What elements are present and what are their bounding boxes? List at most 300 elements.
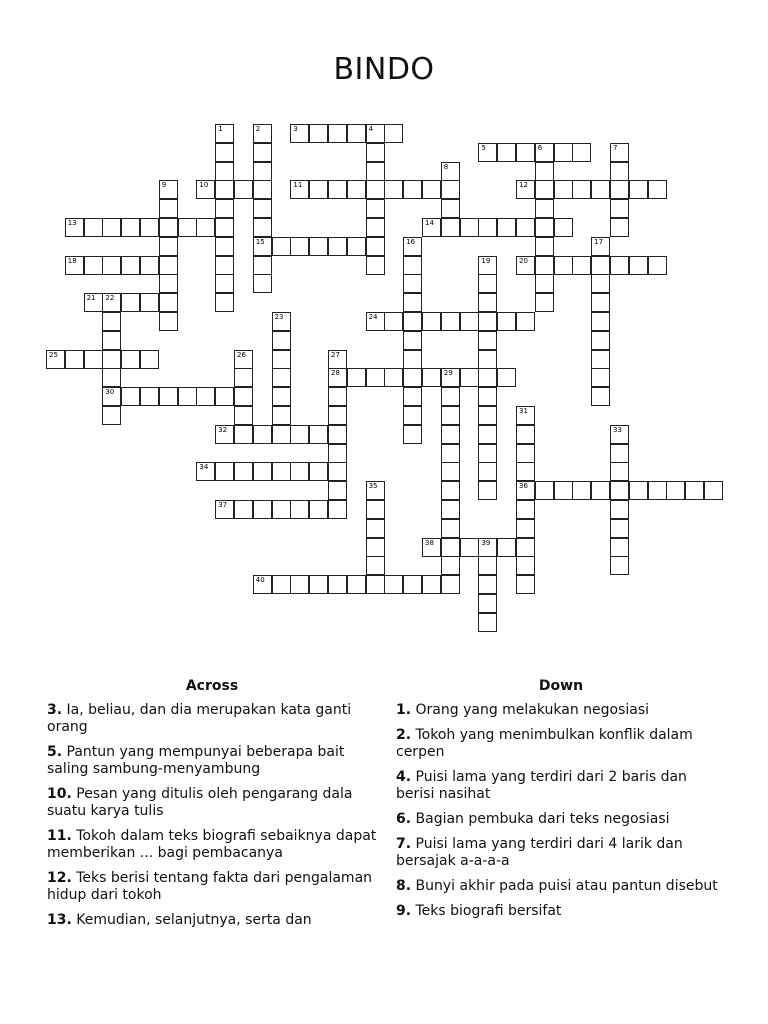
grid-cell[interactable] [102,293,121,312]
grid-cell[interactable] [516,425,535,444]
grid-cell[interactable] [272,237,291,256]
down-heading: Down [538,678,584,694]
down-clue [396,727,726,761]
grid-cell[interactable] [347,180,366,199]
grid-cell[interactable] [478,274,497,293]
grid-cell[interactable] [516,406,535,425]
grid-cell[interactable] [215,256,234,275]
grid-cell[interactable] [347,368,366,387]
grid-cell[interactable] [309,180,328,199]
grid-cell[interactable] [215,462,234,481]
grid-cell[interactable] [215,274,234,293]
grid-cell[interactable] [403,350,422,369]
grid-cell[interactable] [535,143,554,162]
grid-cell[interactable] [516,500,535,519]
clue-number: 27 [331,350,340,359]
grid-cell[interactable] [403,274,422,293]
grid-cell[interactable] [253,462,272,481]
grid-cell[interactable] [441,180,460,199]
grid-cell[interactable] [441,368,460,387]
grid-cell[interactable] [591,331,610,350]
grid-cell[interactable] [65,350,84,369]
grid-cell[interactable] [84,293,103,312]
grid-cell[interactable] [65,256,84,275]
grid-cell[interactable] [591,293,610,312]
grid-cell[interactable] [196,387,215,406]
grid-cell[interactable] [403,387,422,406]
grid-cell[interactable] [610,481,629,500]
grid-cell[interactable] [121,350,140,369]
grid-cell[interactable] [366,256,385,275]
grid-cell[interactable] [591,368,610,387]
grid-cell[interactable] [272,368,291,387]
grid-cell[interactable] [422,575,441,594]
grid-cell[interactable] [460,312,479,331]
grid-cell[interactable] [554,218,573,237]
grid-cell[interactable] [535,180,554,199]
grid-cell[interactable] [591,312,610,331]
grid-cell[interactable] [403,425,422,444]
grid-cell[interactable] [384,180,403,199]
grid-cell[interactable] [516,556,535,575]
grid-cell[interactable] [648,481,667,500]
grid-cell[interactable] [253,575,272,594]
grid-cell[interactable] [234,462,253,481]
grid-cell[interactable] [215,387,234,406]
grid-cell[interactable] [403,293,422,312]
grid-cell[interactable] [441,406,460,425]
grid-cell[interactable] [610,500,629,519]
clue-number: 33 [613,425,622,434]
grid-cell[interactable] [478,556,497,575]
grid-cell[interactable] [441,538,460,557]
grid-cell[interactable] [535,274,554,293]
grid-cell[interactable] [685,481,704,500]
grid-cell[interactable] [215,500,234,519]
grid-cell[interactable] [121,387,140,406]
grid-cell[interactable] [290,500,309,519]
grid-cell[interactable] [478,312,497,331]
grid-cell[interactable] [478,350,497,369]
grid-cell[interactable] [535,237,554,256]
grid-cell[interactable] [610,180,629,199]
grid-cell[interactable] [535,293,554,312]
grid-cell[interactable] [234,406,253,425]
grid-cell[interactable] [215,199,234,218]
grid-cell[interactable] [572,481,591,500]
grid-cell[interactable] [328,124,347,143]
grid-cell[interactable] [591,256,610,275]
grid-cell[interactable] [478,293,497,312]
grid-cell[interactable] [272,406,291,425]
grid-cell[interactable] [422,180,441,199]
grid-cell[interactable] [196,180,215,199]
grid-cell[interactable] [309,124,328,143]
grid-cell[interactable] [159,256,178,275]
grid-cell[interactable] [460,218,479,237]
grid-cell[interactable] [290,462,309,481]
grid-cell[interactable] [234,387,253,406]
grid-cell[interactable] [366,180,385,199]
grid-cell[interactable] [328,575,347,594]
grid-cell[interactable] [366,218,385,237]
grid-cell[interactable] [478,387,497,406]
grid-cell[interactable] [366,124,385,143]
grid-cell[interactable] [253,425,272,444]
grid-cell[interactable] [290,180,309,199]
grid-cell[interactable] [102,368,121,387]
grid-cell[interactable] [328,462,347,481]
grid-cell[interactable] [309,575,328,594]
grid-cell[interactable] [272,462,291,481]
grid-cell[interactable] [478,481,497,500]
clue-number-label: 8. [396,878,412,894]
grid-cell[interactable] [159,218,178,237]
grid-cell[interactable] [497,218,516,237]
grid-cell[interactable] [554,256,573,275]
grid-cell[interactable] [328,180,347,199]
grid-cell[interactable] [347,237,366,256]
grid-cell[interactable] [328,406,347,425]
grid-cell[interactable] [290,575,309,594]
grid-cell[interactable] [328,387,347,406]
grid-cell[interactable] [403,331,422,350]
grid-cell[interactable] [629,256,648,275]
grid-cell[interactable] [591,180,610,199]
grid-cell[interactable] [403,237,422,256]
grid-cell[interactable] [554,180,573,199]
grid-cell[interactable] [366,199,385,218]
grid-cell[interactable] [328,368,347,387]
grid-cell[interactable] [478,368,497,387]
grid-cell[interactable] [478,594,497,613]
grid-cell[interactable] [441,199,460,218]
grid-cell[interactable] [366,162,385,181]
grid-cell[interactable] [102,256,121,275]
across-clue [47,702,377,736]
grid-cell[interactable] [478,538,497,557]
grid-cell[interactable] [215,162,234,181]
grid-cell[interactable] [478,613,497,632]
grid-cell[interactable] [497,368,516,387]
grid-cell[interactable] [253,124,272,143]
grid-cell[interactable] [610,143,629,162]
grid-cell[interactable] [102,218,121,237]
grid-cell[interactable] [178,387,197,406]
grid-cell[interactable] [516,575,535,594]
grid-cell[interactable] [403,312,422,331]
grid-cell[interactable] [516,218,535,237]
grid-cell[interactable] [366,143,385,162]
grid-cell[interactable] [516,519,535,538]
grid-cell[interactable] [234,425,253,444]
clue-number: 20 [519,256,528,265]
grid-cell[interactable] [366,481,385,500]
grid-cell[interactable] [272,575,291,594]
grid-cell[interactable] [384,368,403,387]
clue-number: 31 [519,407,528,415]
grid-cell[interactable] [441,481,460,500]
grid-cell[interactable] [196,462,215,481]
grid-cell[interactable] [215,124,234,143]
clue-number: 19 [481,256,491,265]
grid-cell[interactable] [215,180,234,199]
grid-cell[interactable] [215,218,234,237]
grid-cell[interactable] [84,218,103,237]
grid-cell[interactable] [102,312,121,331]
grid-cell[interactable] [422,312,441,331]
grid-cell[interactable] [290,124,309,143]
grid-cell[interactable] [366,575,385,594]
clue-text: Bagian pembuka dari teks negosiasi [411,811,670,827]
grid-cell[interactable] [441,425,460,444]
grid-cell[interactable] [403,368,422,387]
grid-cell[interactable] [554,143,573,162]
grid-cell[interactable] [384,575,403,594]
grid-cell[interactable] [478,462,497,481]
grid-cell[interactable] [535,199,554,218]
grid-cell[interactable] [516,256,535,275]
grid-cell[interactable] [234,180,253,199]
grid-cell[interactable] [516,180,535,199]
grid-cell[interactable] [84,256,103,275]
grid-cell[interactable] [610,444,629,463]
grid-cell[interactable] [554,481,573,500]
grid-cell[interactable] [516,481,535,500]
grid-cell[interactable] [591,350,610,369]
grid-cell[interactable] [478,406,497,425]
grid-cell[interactable] [478,331,497,350]
grid-cell[interactable] [159,293,178,312]
grid-cell[interactable] [572,180,591,199]
grid-cell[interactable] [159,387,178,406]
grid-cell[interactable] [572,143,591,162]
grid-cell[interactable] [366,538,385,557]
grid-cell[interactable] [441,312,460,331]
grid-cell[interactable] [478,218,497,237]
grid-cell[interactable] [610,538,629,557]
grid-cell[interactable] [102,406,121,425]
grid-cell[interactable] [610,425,629,444]
grid-cell[interactable] [497,538,516,557]
grid-cell[interactable] [441,218,460,237]
grid-cell[interactable] [309,500,328,519]
grid-cell[interactable] [253,162,272,181]
grid-cell[interactable] [159,274,178,293]
grid-cell[interactable] [290,237,309,256]
grid-cell[interactable] [159,180,178,199]
grid-cell[interactable] [366,556,385,575]
grid-cell[interactable] [366,500,385,519]
grid-cell[interactable] [403,575,422,594]
grid-cell[interactable] [253,274,272,293]
grid-cell[interactable] [610,519,629,538]
grid-cell[interactable] [441,575,460,594]
clue-number-label: 6. [396,811,412,827]
clue-number: 39 [481,538,491,547]
grid-cell[interactable] [384,312,403,331]
grid-cell[interactable] [234,350,253,369]
grid-cell[interactable] [478,256,497,275]
grid-cell[interactable] [178,218,197,237]
grid-cell[interactable] [272,331,291,350]
grid-cell[interactable] [610,556,629,575]
grid-cell[interactable] [516,462,535,481]
grid-cell[interactable] [253,199,272,218]
grid-cell[interactable] [572,256,591,275]
clue-text: Orang yang melakukan negosiasi [411,702,650,718]
grid-cell[interactable] [441,519,460,538]
grid-cell[interactable] [366,312,385,331]
grid-cell[interactable] [591,274,610,293]
clue-number: 17 [594,237,604,246]
clue-number: 28 [331,369,340,378]
grid-cell[interactable] [441,444,460,463]
grid-cell[interactable] [441,162,460,181]
grid-cell[interactable] [478,575,497,594]
down-clue [396,903,726,920]
grid-cell[interactable] [121,293,140,312]
grid-cell[interactable] [328,444,347,463]
grid-cell[interactable] [234,500,253,519]
grid-cell[interactable] [328,350,347,369]
grid-cell[interactable] [460,368,479,387]
grid-cell[interactable] [460,538,479,557]
grid-cell[interactable] [535,162,554,181]
grid-cell[interactable] [497,312,516,331]
grid-cell[interactable] [347,124,366,143]
grid-cell[interactable] [102,331,121,350]
grid-cell[interactable] [591,481,610,500]
grid-cell[interactable] [121,256,140,275]
grid-cell[interactable] [253,143,272,162]
grid-cell[interactable] [272,425,291,444]
grid-cell[interactable] [441,462,460,481]
grid-cell[interactable] [234,368,253,387]
clue-number: 24 [368,313,378,321]
clue-number: 18 [67,256,77,265]
grid-cell[interactable] [610,462,629,481]
grid-cell[interactable] [591,237,610,256]
grid-cell[interactable] [309,237,328,256]
grid-cell[interactable] [478,143,497,162]
grid-cell[interactable] [215,293,234,312]
grid-cell[interactable] [159,237,178,256]
grid-cell[interactable] [309,462,328,481]
grid-cell[interactable] [478,444,497,463]
grid-cell[interactable] [422,538,441,557]
grid-cell[interactable] [328,425,347,444]
grid-cell[interactable] [403,406,422,425]
grid-cell[interactable] [102,350,121,369]
grid-cell[interactable] [384,124,403,143]
grid-cell[interactable] [328,500,347,519]
grid-cell[interactable] [215,237,234,256]
grid-cell[interactable] [253,237,272,256]
grid-cell[interactable] [290,425,309,444]
clue-number-label: 4. [396,769,412,785]
grid-cell[interactable] [629,481,648,500]
grid-cell[interactable] [140,387,159,406]
clue-number: 37 [218,501,228,509]
grid-cell[interactable] [535,218,554,237]
grid-cell[interactable] [591,387,610,406]
clue-number: 9 [161,181,167,190]
clue-text: Kemudian, selanjutnya, serta dan [71,912,312,928]
grid-cell[interactable] [65,218,84,237]
grid-cell[interactable] [610,218,629,237]
grid-cell[interactable] [272,350,291,369]
grid-cell[interactable] [497,143,516,162]
grid-cell[interactable] [441,387,460,406]
clue-number: 38 [425,538,434,547]
grid-cell[interactable] [666,481,685,500]
grid-cell[interactable] [309,425,328,444]
grid-cell[interactable] [347,575,366,594]
clue-number-label: 3. [47,702,63,718]
grid-cell[interactable] [516,538,535,557]
grid-cell[interactable] [535,481,554,500]
grid-cell[interactable] [516,444,535,463]
grid-cell[interactable] [253,500,272,519]
grid-cell[interactable] [159,312,178,331]
grid-cell[interactable] [328,237,347,256]
grid-cell[interactable] [272,500,291,519]
grid-cell[interactable] [422,368,441,387]
grid-cell[interactable] [196,218,215,237]
grid-cell[interactable] [629,180,648,199]
grid-cell[interactable] [140,256,159,275]
grid-cell[interactable] [159,199,178,218]
grid-cell[interactable] [610,162,629,181]
grid-cell[interactable] [366,519,385,538]
grid-cell[interactable] [253,218,272,237]
down-clues [396,674,726,928]
grid-cell[interactable] [253,256,272,275]
grid-cell[interactable] [46,350,65,369]
grid-cell[interactable] [253,180,272,199]
grid-cell[interactable] [215,425,234,444]
grid-cell[interactable] [422,218,441,237]
grid-cell[interactable] [403,256,422,275]
clue-number-label: 2. [396,727,412,743]
grid-cell[interactable] [516,312,535,331]
grid-cell[interactable] [140,293,159,312]
grid-cell[interactable] [516,143,535,162]
grid-cell[interactable] [215,143,234,162]
grid-cell[interactable] [478,425,497,444]
grid-cell[interactable] [366,368,385,387]
grid-cell[interactable] [403,180,422,199]
grid-cell[interactable] [366,237,385,256]
grid-cell[interactable] [140,218,159,237]
grid-cell[interactable] [272,312,291,331]
grid-cell[interactable] [704,481,723,500]
grid-cell[interactable] [121,218,140,237]
grid-cell[interactable] [441,500,460,519]
grid-cell[interactable] [648,180,667,199]
grid-cell[interactable] [140,350,159,369]
grid-cell[interactable] [535,256,554,275]
grid-cell[interactable] [272,387,291,406]
grid-cell[interactable] [84,350,103,369]
grid-cell[interactable] [610,256,629,275]
grid-cell[interactable] [441,556,460,575]
grid-cell[interactable] [102,387,121,406]
grid-cell[interactable] [328,481,347,500]
grid-cell[interactable] [610,199,629,218]
grid-cell[interactable] [648,256,667,275]
